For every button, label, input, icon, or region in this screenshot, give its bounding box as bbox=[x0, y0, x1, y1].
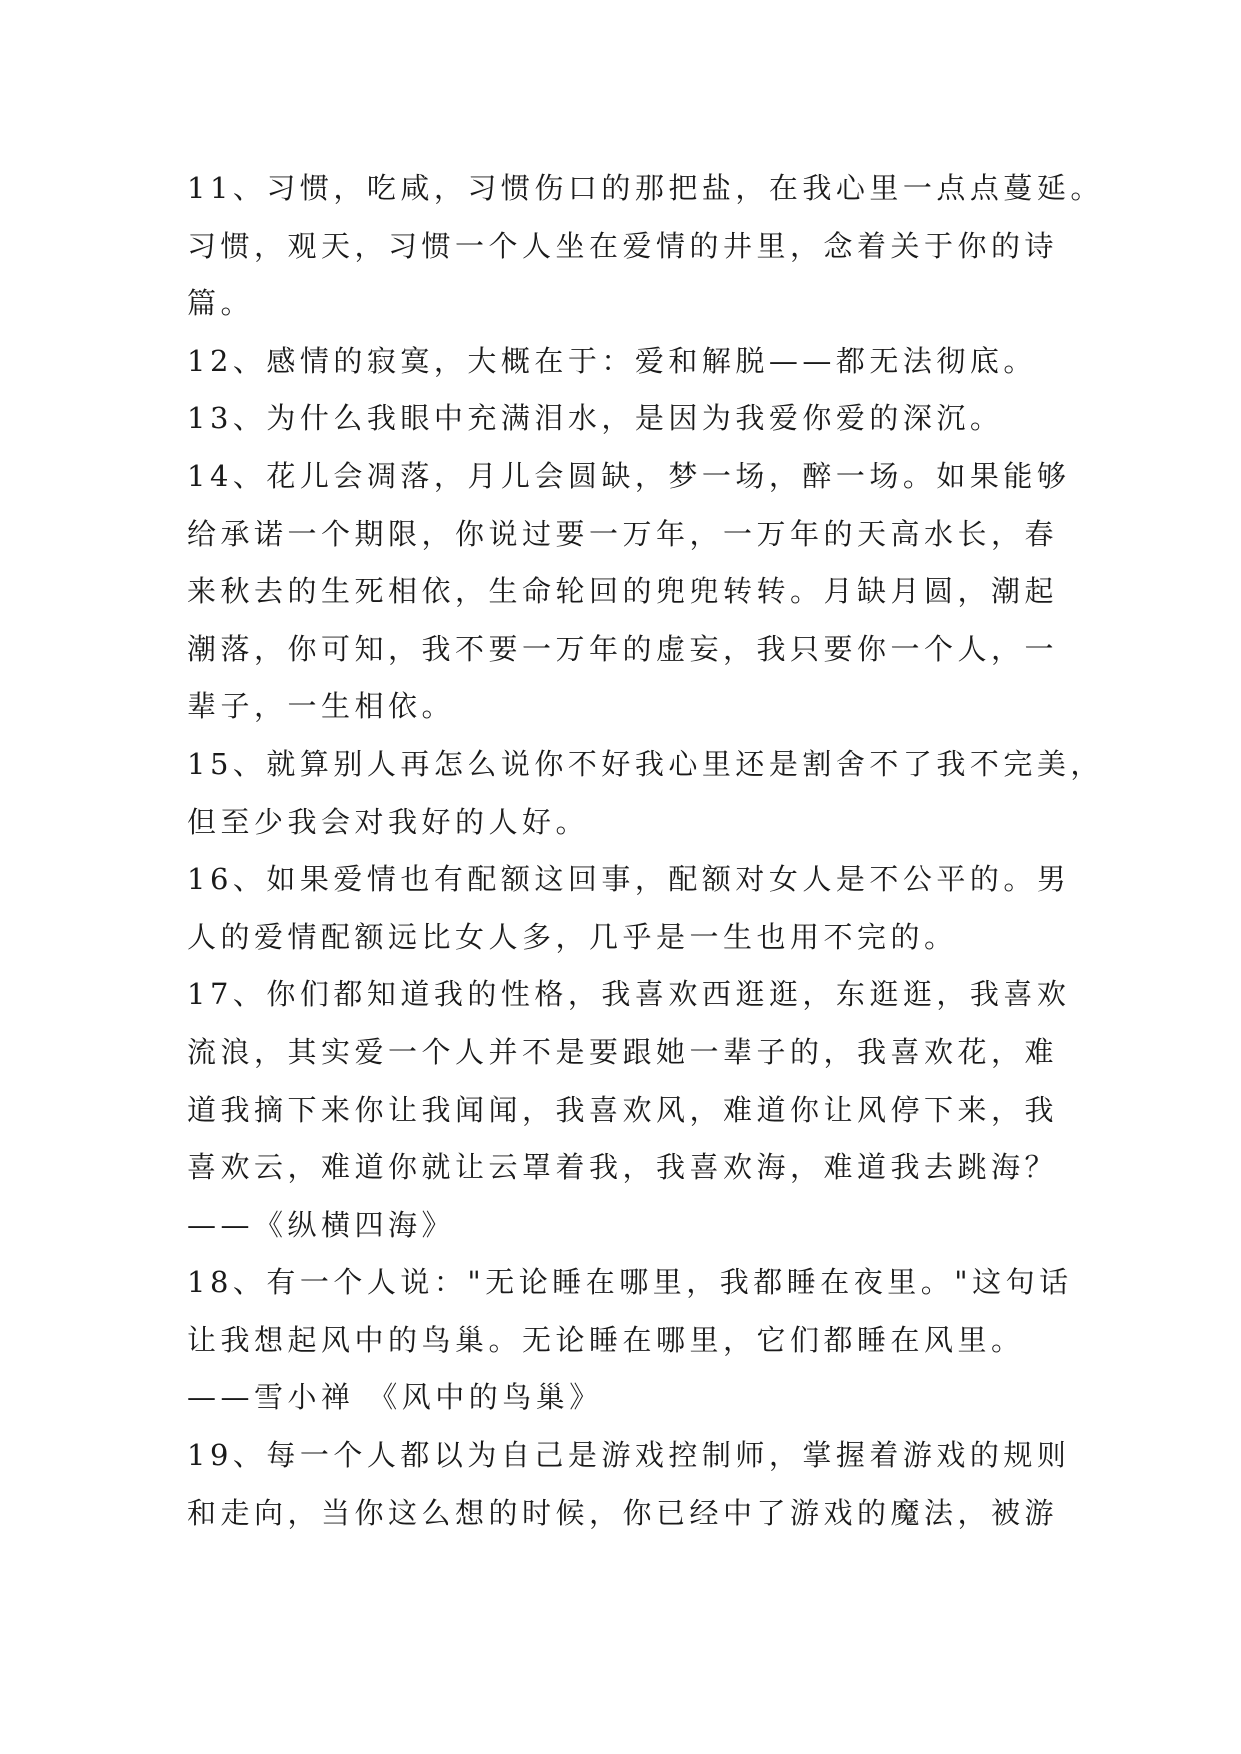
text-line: 让我想起风中的鸟巢。无论睡在哪里，它们都睡在风里。 bbox=[187, 1322, 1025, 1357]
text-line: 18、有一个人说："无论睡在哪里，我都睡在夜里。"这句话 bbox=[187, 1265, 1073, 1300]
text-line: 喜欢云，难道你就让云罩着我，我喜欢海，难道我去跳海？ bbox=[187, 1150, 1059, 1185]
text-line: 15、就算别人再怎么说你不好我心里还是割舍不了我不完美， bbox=[187, 746, 1104, 781]
text-line: 人的爱情配额远比女人多，几乎是一生也用不完的。 bbox=[187, 919, 958, 954]
text-line: 来秋去的生死相依，生命轮回的兜兜转转。月缺月圆，潮起 bbox=[187, 574, 1059, 609]
text-line: 道我摘下来你让我闻闻，我喜欢风，难道你让风停下来，我 bbox=[187, 1092, 1059, 1127]
text-line: ——雪小禅 《风中的鸟巢》 bbox=[187, 1380, 603, 1415]
text-line: 和走向，当你这么想的时候，你已经中了游戏的魔法，被游 bbox=[187, 1495, 1059, 1530]
text-line: 12、感情的寂寞，大概在于：爱和解脱——都无法彻底。 bbox=[187, 343, 1037, 378]
text-line: ——《纵横四海》 bbox=[187, 1207, 456, 1242]
document-body bbox=[187, 160, 1104, 1542]
text-line: 14、花儿会凋落，月儿会圆缺，梦一场，醉一场。如果能够 bbox=[187, 458, 1071, 493]
text-line: 潮落，你可知，我不要一万年的虚妄，我只要你一个人，一 bbox=[187, 631, 1059, 666]
text-line: 但至少我会对我好的人好。 bbox=[187, 804, 590, 839]
text-line: 习惯，观天，习惯一个人坐在爱情的井里，念着关于你的诗 bbox=[187, 228, 1059, 263]
text-line: 篇。 bbox=[187, 286, 255, 321]
text-line: 19、每一个人都以为自己是游戏控制师，掌握着游戏的规则 bbox=[187, 1438, 1071, 1473]
text-line: 16、如果爱情也有配额这回事，配额对女人是不公平的。男 bbox=[187, 862, 1071, 897]
text-line: 13、为什么我眼中充满泪水，是因为我爱你爱的深沉。 bbox=[187, 401, 1004, 436]
text-line: 11、习惯，吃咸，习惯伤口的那把盐，在我心里一点点蔓延。 bbox=[187, 171, 1104, 205]
text-line: 给承诺一个期限，你说过要一万年，一万年的天高水长，春 bbox=[187, 516, 1059, 551]
text-line: 流浪，其实爱一个人并不是要跟她一辈子的，我喜欢花，难 bbox=[187, 1034, 1059, 1069]
text-line: 辈子，一生相依。 bbox=[187, 689, 456, 724]
text-line: 17、你们都知道我的性格，我喜欢西逛逛，东逛逛，我喜欢 bbox=[187, 977, 1071, 1012]
